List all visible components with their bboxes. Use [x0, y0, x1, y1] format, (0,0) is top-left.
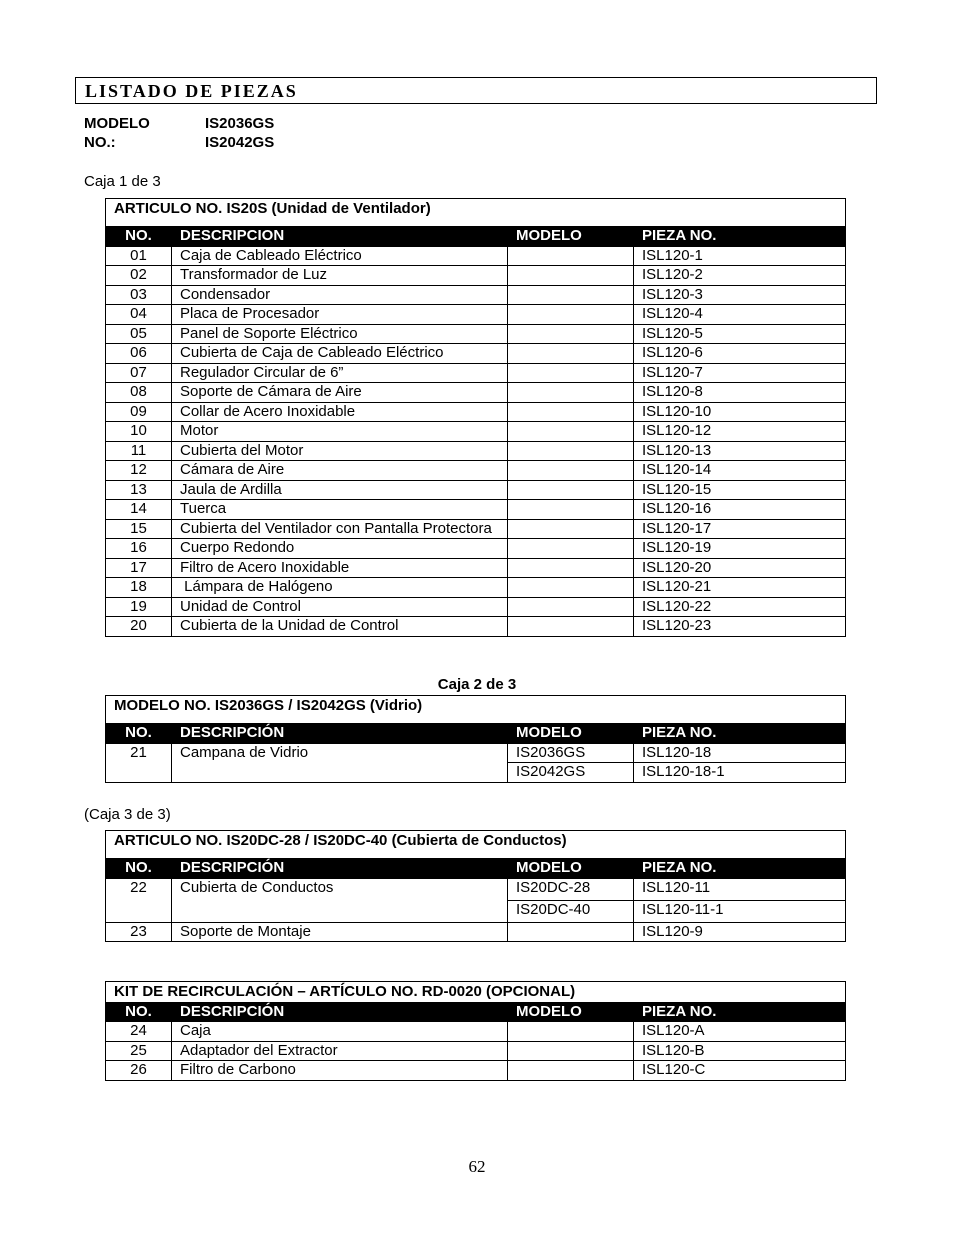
cell-model: [508, 519, 634, 539]
cell-model: [508, 558, 634, 578]
cell-model: [508, 461, 634, 481]
cell-part-no: ISL120-8: [634, 383, 846, 403]
cell-part-no: ISL120-21: [634, 578, 846, 598]
table-row: [106, 597, 846, 617]
table-row: [106, 480, 846, 500]
cell-no: 17: [106, 558, 172, 578]
cell-part-no: ISL120-C: [634, 1061, 846, 1081]
cell-model: IS2036GS: [508, 743, 634, 763]
cell-no: 04: [106, 305, 172, 325]
header-no: NO.: [106, 859, 172, 879]
cell-part-no: ISL120-16: [634, 500, 846, 520]
cell-no: 21: [106, 743, 172, 782]
cell-model: [508, 324, 634, 344]
cell-model: [508, 1041, 634, 1061]
cell-description: Transformador de Luz: [172, 266, 508, 286]
cell-no: 07: [106, 363, 172, 383]
cell-no: 23: [106, 922, 172, 942]
cell-model: [508, 597, 634, 617]
cell-model: [508, 480, 634, 500]
table-row: [106, 539, 846, 559]
table-row: [106, 558, 846, 578]
table-row: [106, 402, 846, 422]
box1-title: ARTICULO NO. IS20S (Unidad de Ventilador): [106, 199, 846, 227]
table-row: [106, 1022, 846, 1042]
cell-description: Cubierta del Motor: [172, 441, 508, 461]
cell-description: Cuerpo Redondo: [172, 539, 508, 559]
cell-part-no: ISL120-10: [634, 402, 846, 422]
table-row: [106, 324, 846, 344]
cell-no: 11: [106, 441, 172, 461]
cell-part-no: ISL120-17: [634, 519, 846, 539]
cell-no: 16: [106, 539, 172, 559]
cell-part-no: ISL120-19: [634, 539, 846, 559]
cell-no: 02: [106, 266, 172, 286]
table-row: [106, 305, 846, 325]
cell-model: [508, 422, 634, 442]
cell-description: Cubierta de la Unidad de Control: [172, 617, 508, 637]
kit-title: KIT DE RECIRCULACIÓN – ARTÍCULO NO. RD-0020 (OPCIONAL): [106, 982, 846, 1003]
header-part-no: PIEZA NO.: [634, 859, 846, 879]
header-description: DESCRIPCIÓN: [172, 724, 508, 744]
table-row: [106, 246, 846, 266]
cell-model: [508, 500, 634, 520]
header-description: DESCRIPCIÓN: [172, 859, 508, 879]
table-row: [106, 363, 846, 383]
header-part-no: PIEZA NO.: [634, 1002, 846, 1022]
cell-no: 13: [106, 480, 172, 500]
cell-part-no: ISL120-B: [634, 1041, 846, 1061]
table-row: [106, 285, 846, 305]
cell-part-no: ISL120-2: [634, 266, 846, 286]
box2-caption: Caja 2 de 3: [437, 676, 517, 693]
cell-part-no: ISL120-4: [634, 305, 846, 325]
cell-description: Condensador: [172, 285, 508, 305]
cell-description: Campana de Vidrio: [172, 743, 508, 782]
kit-parts-table: [105, 981, 846, 1081]
cell-description: Caja de Cableado Eléctrico: [172, 246, 508, 266]
cell-no: 19: [106, 597, 172, 617]
table-row: [106, 519, 846, 539]
cell-description: Regulador Circular de 6”: [172, 363, 508, 383]
page-number: 62: [468, 1157, 486, 1176]
header-model: MODELO: [508, 1002, 634, 1022]
model-label-no: NO.:: [84, 134, 116, 151]
cell-description: Collar de Acero Inoxidable: [172, 402, 508, 422]
cell-part-no: ISL120-6: [634, 344, 846, 364]
cell-model: [508, 246, 634, 266]
cell-no: 03: [106, 285, 172, 305]
cell-description: Filtro de Acero Inoxidable: [172, 558, 508, 578]
cell-no: 05: [106, 324, 172, 344]
header-description: DESCRIPCION: [172, 227, 508, 247]
cell-description: Adaptador del Extractor: [172, 1041, 508, 1061]
cell-no: 20: [106, 617, 172, 637]
table-row: [106, 500, 846, 520]
model-block: [84, 114, 274, 152]
cell-no: 18: [106, 578, 172, 598]
cell-part-no: ISL120-23: [634, 617, 846, 637]
table-row: [106, 1041, 846, 1061]
box2-title-row: [106, 696, 846, 724]
cell-model: [508, 305, 634, 325]
table-row: [106, 743, 846, 763]
cell-description: Tuerca: [172, 500, 508, 520]
cell-part-no: ISL120-18: [634, 743, 846, 763]
cell-no: 22: [106, 878, 172, 922]
cell-model: [508, 617, 634, 637]
cell-no: 08: [106, 383, 172, 403]
header-model: MODELO: [508, 724, 634, 744]
cell-model: [508, 285, 634, 305]
table-row: [106, 266, 846, 286]
cell-model: [508, 1061, 634, 1081]
table-row: [106, 383, 846, 403]
cell-model: [508, 383, 634, 403]
cell-description: Cámara de Aire: [172, 461, 508, 481]
cell-part-no: ISL120-9: [634, 922, 846, 942]
box2-parts-table: [105, 695, 846, 783]
cell-description: Cubierta del Ventilador con Pantalla Protectora: [172, 519, 508, 539]
cell-description: Cubierta de Conductos: [172, 878, 508, 922]
cell-model: [508, 539, 634, 559]
box1-parts-table: [105, 198, 846, 637]
cell-part-no: ISL120-22: [634, 597, 846, 617]
cell-description: Jaula de Ardilla: [172, 480, 508, 500]
cell-description: Soporte de Cámara de Aire: [172, 383, 508, 403]
cell-part-no: ISL120-18-1: [634, 763, 846, 783]
header-model: MODELO: [508, 859, 634, 879]
header-no: NO.: [106, 1002, 172, 1022]
cell-description: Filtro de Carbono: [172, 1061, 508, 1081]
box2-header-row: [106, 724, 846, 744]
model-value-2: IS2042GS: [205, 134, 275, 151]
box3-title: ARTICULO NO. IS20DC-28 / IS20DC-40 (Cubierta de Conductos): [106, 831, 846, 859]
cell-description: Motor: [172, 422, 508, 442]
cell-part-no: ISL120-14: [634, 461, 846, 481]
table-row: [106, 441, 846, 461]
table-row: [106, 617, 846, 637]
header-part-no: PIEZA NO.: [634, 724, 846, 744]
cell-model: [508, 402, 634, 422]
model-value-1: IS2036GS: [205, 115, 275, 132]
box2-title: MODELO NO. IS2036GS / IS2042GS (Vidrio): [106, 696, 846, 724]
table-row: [106, 578, 846, 598]
cell-description: Panel de Soporte Eléctrico: [172, 324, 508, 344]
cell-part-no: ISL120-A: [634, 1022, 846, 1042]
cell-description: Unidad de Control: [172, 597, 508, 617]
cell-part-no: ISL120-20: [634, 558, 846, 578]
table-row: [106, 1061, 846, 1081]
cell-model: IS2042GS: [508, 763, 634, 783]
cell-no: 25: [106, 1041, 172, 1061]
cell-part-no: ISL120-12: [634, 422, 846, 442]
table-row: [106, 922, 846, 942]
cell-model: IS20DC-40: [508, 900, 634, 922]
cell-no: 12: [106, 461, 172, 481]
cell-part-no: ISL120-7: [634, 363, 846, 383]
box1-caption: Caja 1 de 3: [84, 173, 161, 190]
cell-model: [508, 922, 634, 942]
header-model: MODELO: [508, 227, 634, 247]
table-row: [106, 422, 846, 442]
cell-no: 26: [106, 1061, 172, 1081]
cell-no: 24: [106, 1022, 172, 1042]
cell-no: 06: [106, 344, 172, 364]
box3-parts-table: [105, 830, 846, 942]
header-no: NO.: [106, 227, 172, 247]
cell-no: 15: [106, 519, 172, 539]
cell-model: [508, 441, 634, 461]
box3-title-row: [106, 831, 846, 859]
header-part-no: PIEZA NO.: [634, 227, 846, 247]
section-title: LISTADO DE PIEZAS: [85, 81, 298, 101]
table-row: [106, 461, 846, 481]
table-row: [106, 344, 846, 364]
cell-model: [508, 363, 634, 383]
table-row: [106, 878, 846, 900]
cell-no: 09: [106, 402, 172, 422]
kit-title-row: [106, 982, 846, 1003]
model-label: MODELO: [84, 115, 150, 132]
cell-no: 10: [106, 422, 172, 442]
cell-model: IS20DC-28: [508, 878, 634, 900]
cell-part-no: ISL120-11-1: [634, 900, 846, 922]
cell-part-no: ISL120-1: [634, 246, 846, 266]
cell-part-no: ISL120-3: [634, 285, 846, 305]
box1-header-row: [106, 227, 846, 247]
cell-description: Lámpara de Halógeno: [172, 578, 508, 598]
cell-model: [508, 344, 634, 364]
cell-part-no: ISL120-15: [634, 480, 846, 500]
header-no: NO.: [106, 724, 172, 744]
cell-description: Soporte de Montaje: [172, 922, 508, 942]
box1-title-row: [106, 199, 846, 227]
box3-caption: (Caja 3 de 3): [84, 806, 171, 823]
cell-model: [508, 578, 634, 598]
cell-part-no: ISL120-11: [634, 878, 846, 900]
header-description: DESCRIPCIÓN: [172, 1002, 508, 1022]
box3-header-row: [106, 859, 846, 879]
cell-model: [508, 1022, 634, 1042]
cell-no: 14: [106, 500, 172, 520]
cell-part-no: ISL120-13: [634, 441, 846, 461]
cell-description: Placa de Procesador: [172, 305, 508, 325]
kit-header-row: [106, 1002, 846, 1022]
cell-description: Cubierta de Caja de Cableado Eléctrico: [172, 344, 508, 364]
cell-model: [508, 266, 634, 286]
cell-description: Caja: [172, 1022, 508, 1042]
cell-no: 01: [106, 246, 172, 266]
cell-part-no: ISL120-5: [634, 324, 846, 344]
section-header: [75, 77, 877, 104]
